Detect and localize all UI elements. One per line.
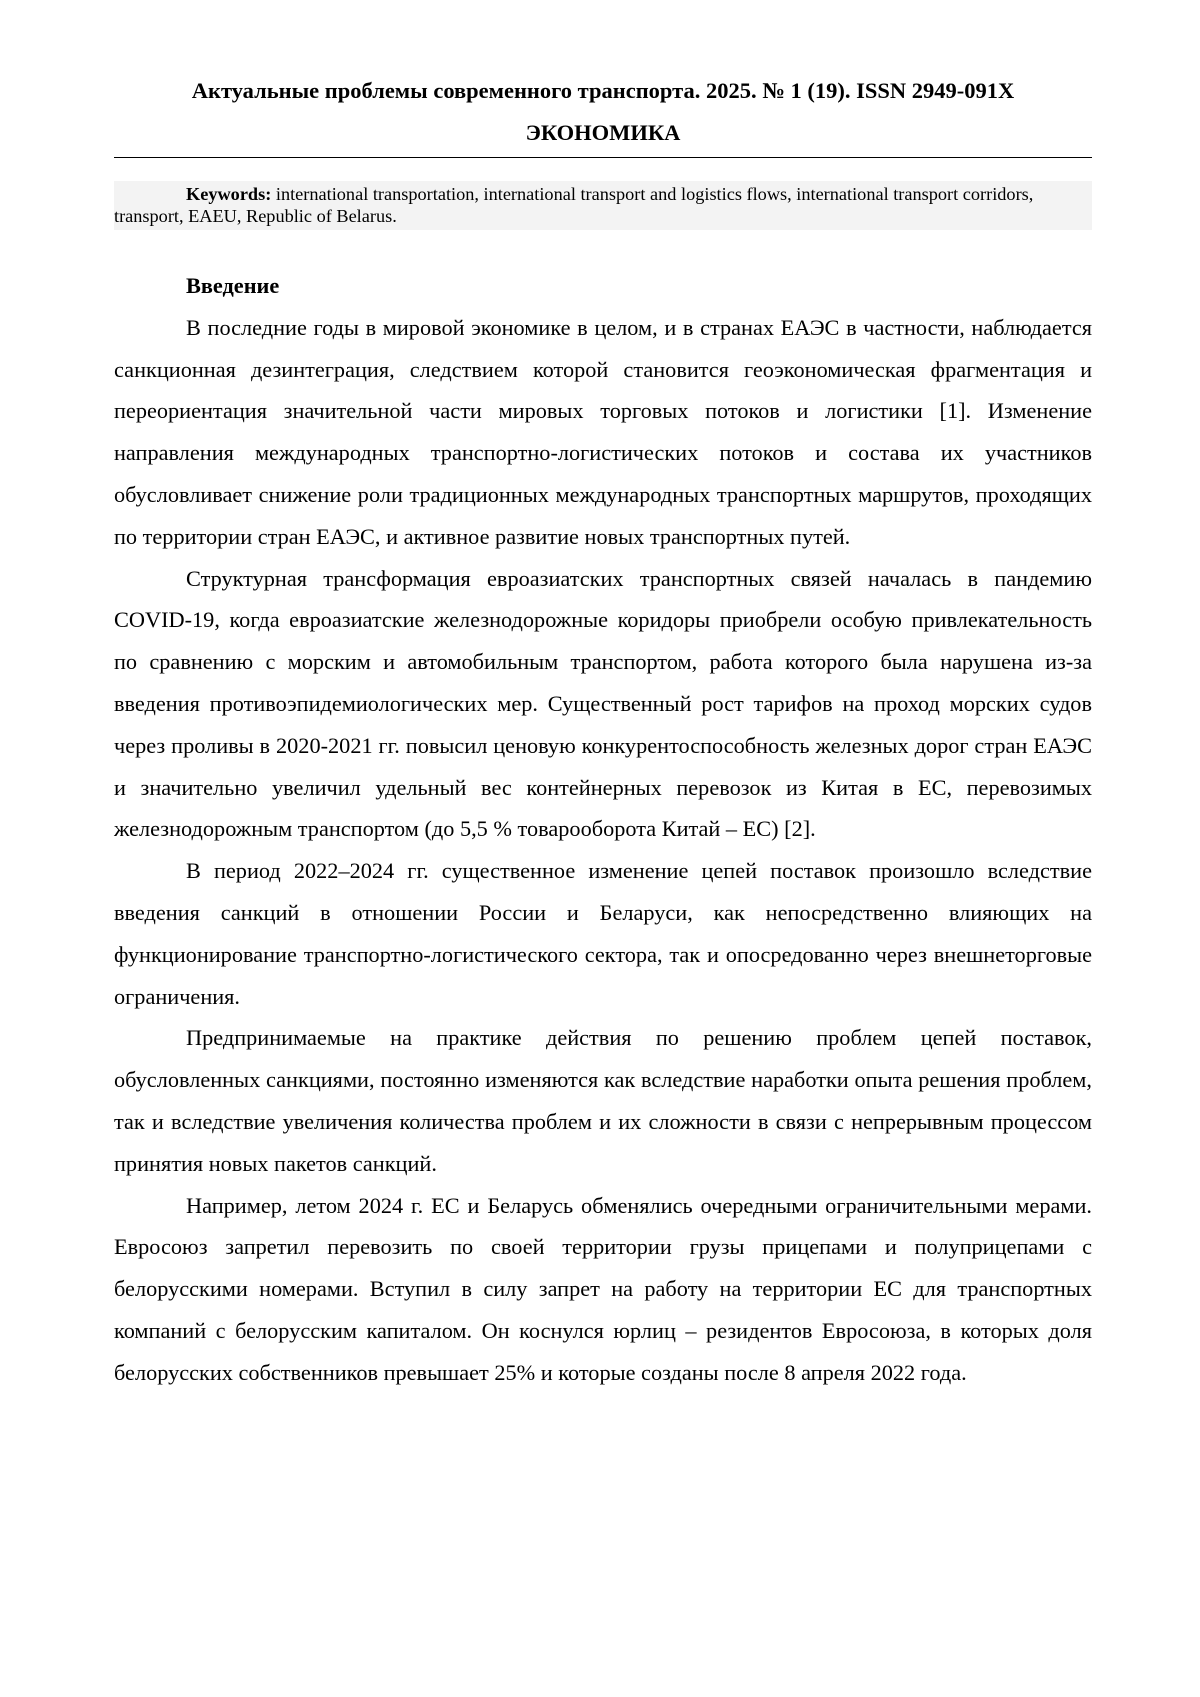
journal-header [114,70,1092,154]
keywords-label: Keywords: [186,184,272,204]
header-divider [114,157,1092,158]
article-body [114,265,1092,1394]
paragraph-1: В последние годы в мировой экономике в целом, и в странах ЕАЭС в частности, наблюдается санкционная дезинтеграция, следствием которой становится геоэкономическая фрагментация и переориентация значительной части мировых торговых потоков и логистики [1]. Изменение направления международных транспортно-логистических потоков и состава их участников обусловливает снижение роли традиционных международных транспортных маршрутов, проходящих по территории стран ЕАЭС, и активное развитие новых транспортных путей. [114,314,1092,549]
keywords-text: international transportation, international transport and logistics flows, international transport corridors, transport, EAEU, Republic of Belarus. [114,184,1034,226]
paragraph-4: Предпринимаемые на практике действия по решению проблем цепей поставок, обусловленных санкциями, постоянно изменяются как вследствие наработки опыта решения проблем, так и вследствие увеличения количества проблем и их сложности в связи с непрерывным процессом принятия новых пакетов санкций. [114,1025,1092,1176]
keywords-block [114,181,1092,230]
section-heading: ЭКОНОМИКА [525,120,681,145]
paragraph-2: Структурная трансформация евроазиатских транспортных связей началась в пандемию COVID-19, когда евроазиатские железнодорожные коридоры приобрели особую привлекательность по сравнению с морским и автомобильным транспортом, работа которого была нарушена из-за введения противоэпидемиологических мер. Существенный рост тарифов на проход морских судов через проливы в 2020-2021 гг. повысил ценовую конкурентоспособность железных дорог стран ЕАЭС и значительно увеличил удельный вес контейнерных перевозок из Китая в ЕС, перевозимых железнодорожным транспортом (до 5,5 % товарооборота Китай – ЕС) [2]. [114,565,1092,842]
section-title-introduction: Введение [186,273,280,298]
journal-title-line: Актуальные проблемы современного транспорта. 2025. № 1 (19). ISSN 2949-091X [191,78,1015,103]
paragraph-5: Например, летом 2024 г. ЕС и Беларусь обменялись очередными ограничительными мерами. Евросоюз запретил перевозить по своей территории грузы прицепами и полуприцепами с белорусскими номерами. Вступил в силу запрет на работу на территории ЕС для транспортных компаний с белорусским капиталом. Он коснулся юрлиц – резидентов Евросоюза, в которых доля белорусских собственников превышает 25% и которые созданы после 8 апреля 2022 года. [114,1192,1092,1385]
paragraph-3: В период 2022–2024 гг. существенное изменение цепей поставок произошло вследствие введения санкций в отношении России и Беларуси, как непосредственно влияющих на функционирование транспортно-логистического сектора, так и опосредованно через внешнеторговые ограничения. [114,858,1092,1009]
